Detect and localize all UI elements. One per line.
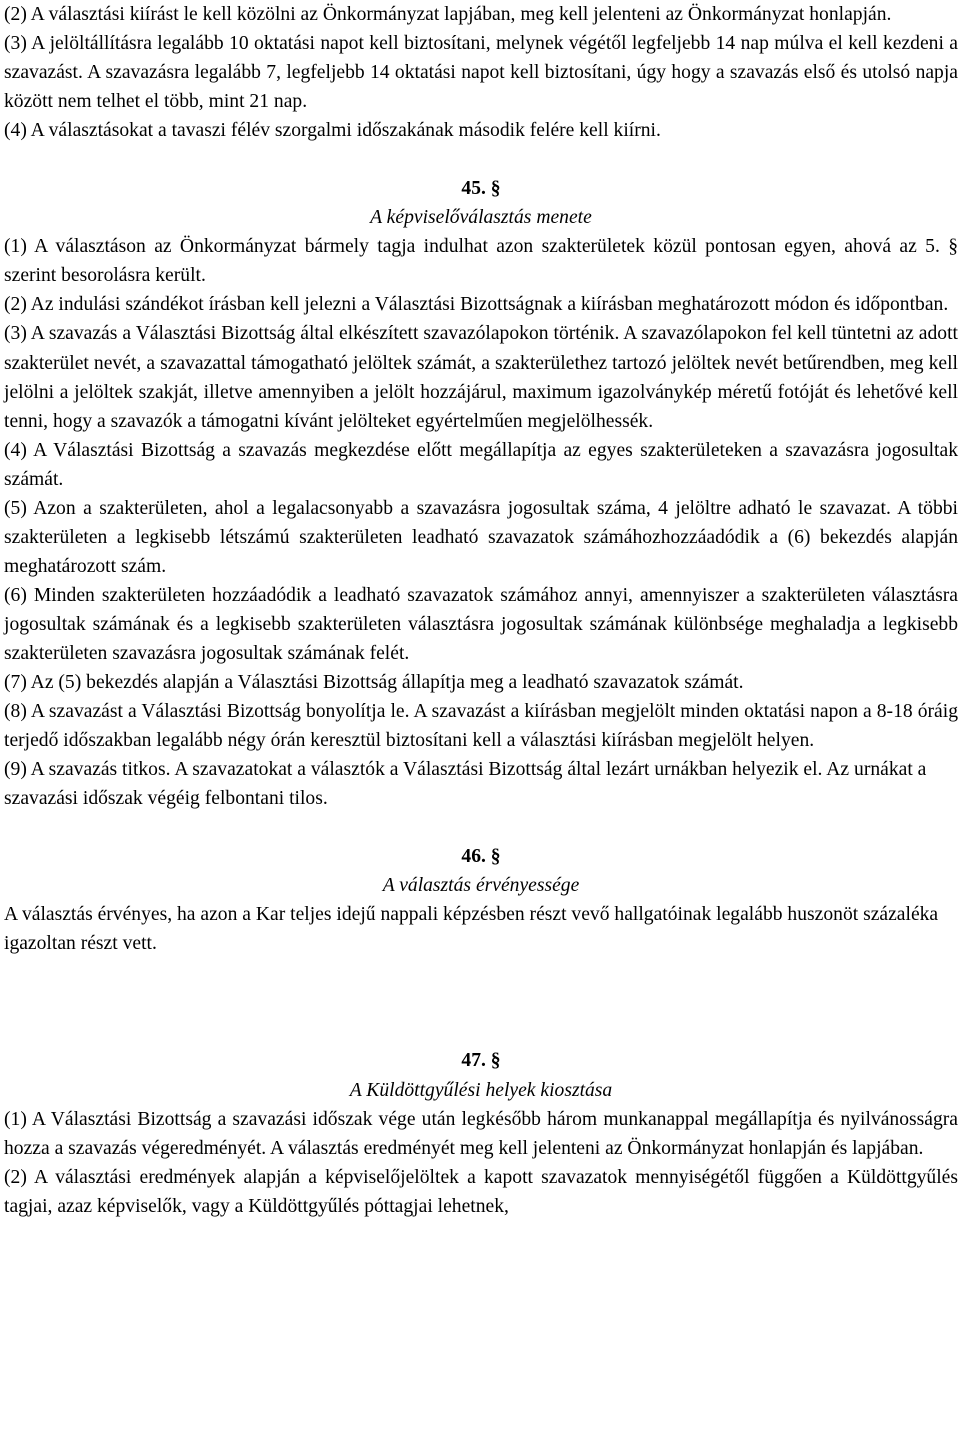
section-title-46: A választás érvényessége: [382, 875, 580, 897]
paragraph-45-1: (1) A választáson az Önkormányzat bármely tagja indulhat azon szakterületek közül pontosan egyen, ahová az 5. § szerint besorolásra került.: [4, 236, 958, 287]
paragraph-intro-3: (3) A jelöltállításra legalább 10 oktatási napot kell biztosítani, melynek végétől legfeljebb 14 nap múlva el kell kezdeni a szavazást. A szavazásra legalább 7, legfeljebb 14 oktatási napot kell biztosítani, úgy hogy a szavazás első és utolsó napja között nem telhet el több, mint 21 nap.: [4, 33, 958, 113]
paragraph-45-6: (6) Minden szakterületen hozzáadódik a leadható szavazatok számához annyi, amennyiszer a szakterületen választásra jogosultak számának és a legkisebb szakterületen választásra jogosultak számának különbsége meghaladja a legkisebb szakterületen szavazásra jogosultak számának felét.: [4, 584, 958, 664]
section-heading-47: [4, 1046, 958, 1075]
section-title-47: A Küldöttgyűlési helyek kiosztása: [349, 1079, 613, 1101]
spacer: [4, 813, 958, 842]
section-symbol: §: [490, 1050, 501, 1072]
section-symbol: §: [490, 178, 501, 200]
paragraph-45-2: (2) Az indulási szándékot írásban kell jelezni a Választási Bizottságnak a kiírásban meghatározott módon és időpontban.: [4, 294, 949, 316]
spacer: [4, 145, 958, 174]
paragraph-45-5: (5) Azon a szakterületen, ahol a legalacsonyabb a szavazásra jogosultak száma, 4 jelöltre adható le szavazat. A többi szakterületen a legkisebb létszámú szakterületen leadható szavazatok számáhozhozzáadódik a (6) bekezdés alapján meghatározott szám.: [4, 497, 958, 577]
paragraph-47-1: (1) A Választási Bizottság a szavazási időszak vége után legkésőbb három munkanappal megállapítja és nyilvánosságra hozza a szavazás végeredményét. A választás eredményét meg kell jelenteni az Önkormányzat honlapján és lapjában.: [4, 1108, 958, 1159]
paragraph-45-7: (7) Az (5) bekezdés alapján a Választási Bizottság állapítja meg a leadható szavazatok számát.: [4, 672, 744, 694]
paragraph-45-3: (3) A szavazás a Választási Bizottság által elkészített szavazólapokon történik. A szavazólapokon fel kell tüntetni az adott szakterület nevét, a szavazattal támogatható jelöltek számát, a szakterülethez tartozó jelöltek nevét betűrendben, meg kell jelölni a jelöltek szakját, illetve amennyiben a jelölt hozzájárul, maximum igazolványkép méretű fotóját és lehetővé kell tenni, hogy a szavazók a támogatni kívánt jelölteket egyértelműen megjelölhessék.: [4, 323, 958, 432]
section-symbol: §: [490, 846, 501, 868]
paragraph-46-1: A választás érvényes, ha azon a Kar teljes idejű nappali képzésben részt vevő hallgatóinak legalább huszonöt százaléka igazoltan részt vett.: [4, 904, 939, 955]
section-title-45: A képviselőválasztás menete: [370, 207, 592, 229]
paragraph-45-8: (8) A szavazást a Választási Bizottság bonyolítja le. A szavazást a kiírásban megjelölt minden oktatási napon a 8-18 óráig terjedő időszakban legalább négy órán keresztül biztosítani kell a választási kiírásban megjelölt helyen.: [4, 701, 958, 752]
paragraph-45-4: (4) A Választási Bizottság a szavazás megkezdése előtt megállapítja az egyes szakterületeken a szavazásra jogosultak számát.: [4, 439, 958, 490]
section-heading-46: [4, 842, 958, 871]
section-number: 45.: [461, 178, 486, 200]
spacer: [4, 958, 958, 1046]
section-number: 46.: [461, 846, 486, 868]
paragraph-intro-2: (2) A választási kiírást le kell közölni az Önkormányzat lapjában, meg kell jelenteni az Önkormányzat honlapján.: [4, 4, 892, 25]
section-heading-45: [4, 174, 958, 203]
paragraph-intro-4: (4) A választásokat a tavaszi félév szorgalmi időszakának második felére kell kiírni.: [4, 120, 661, 142]
paragraph-47-2: (2) A választási eredmények alapján a képviselőjelöltek a kapott szavazatok mennyiségétől függően a Küldöttgyűlés tagjai, azaz képviselők, vagy a Küldöttgyűlés póttagjai lehetnek,: [4, 1166, 958, 1217]
section-number: 47.: [461, 1050, 486, 1072]
document-page: [4, 0, 958, 1221]
paragraph-45-9: (9) A szavazás titkos. A szavazatokat a választók a Választási Bizottság által lezárt urnákban helyezik el. Az urnákat a szavazási időszak végéig felbontani tilos.: [4, 759, 927, 810]
